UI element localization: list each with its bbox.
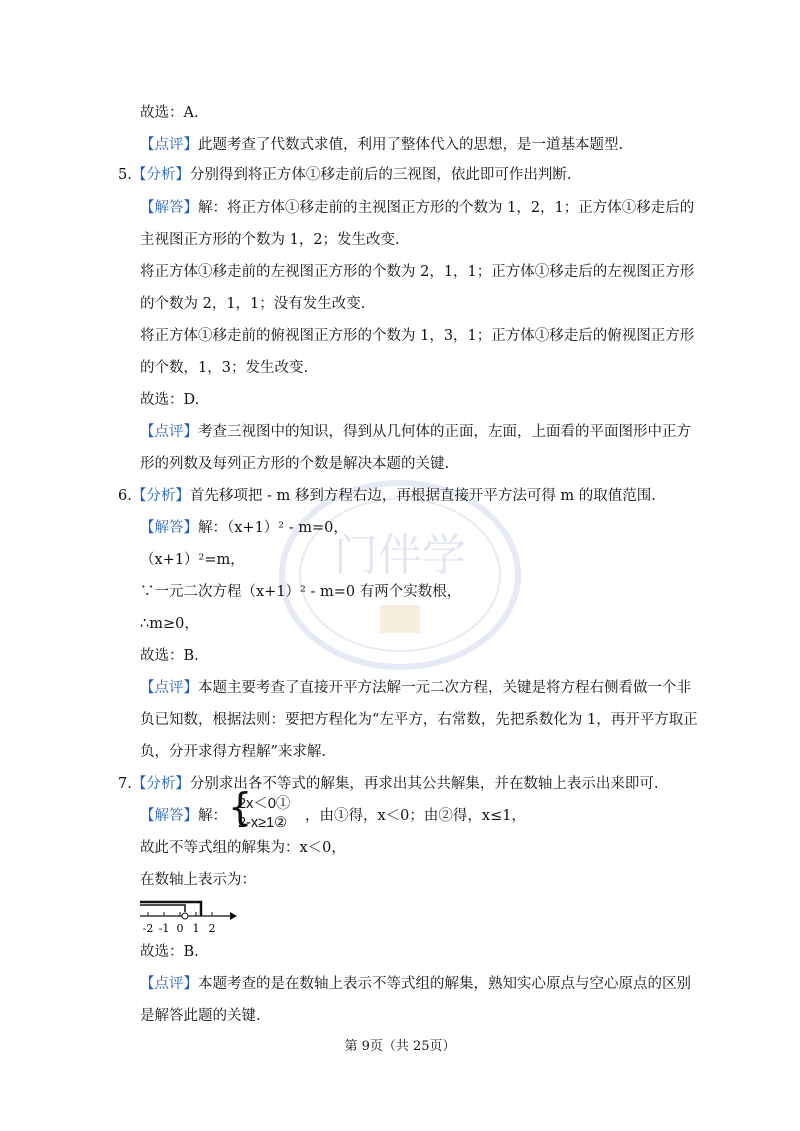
q7-line3: 在数轴上表示为： — [140, 872, 256, 888]
q6-line3: ∵一元二次方程（x+1）² - m=0 有两个实数根， — [140, 584, 462, 600]
q6-comment-line2: 负已知数，根据法则：要把方程化为“左平方，右常数，先把系数化为 1，再开平方取正 — [140, 712, 698, 728]
q5-analysis: 5.【分析】分别得到将正方体①移走前后的三视图，依此即可作出判断. — [118, 167, 572, 183]
q7-comment-line2: 是解答此题的关键. — [140, 1008, 261, 1024]
q5-line3: 将正方体①移走前的左视图正方形的个数为 2，1，1；正方体①移走后的左视图正方形 — [140, 264, 695, 280]
q5-line2: 主视图正方形的个数为 1，2；发生改变. — [140, 232, 400, 248]
q7-answer-prefix: 【解答】解： — [140, 808, 227, 824]
q7-line2: 故此不等式组的解集为：x＜0， — [140, 840, 346, 856]
tick-0: 0 — [176, 922, 184, 935]
q6-comment: 【点评】本题主要考查了直接开平方法解一元二次方程，关键是将方程右侧看做一个非 — [140, 680, 691, 696]
tick-2: 2 — [208, 922, 216, 935]
q5-line6: 的个数，1，3；发生改变. — [140, 360, 309, 376]
tick--2: -2 — [142, 922, 154, 935]
q6-line4: ∴m≥0， — [140, 616, 199, 632]
q5-line5: 将正方体①移走前的俯视图正方形的个数为 1，3，1；正方体①移走后的俯视图正方形 — [140, 328, 695, 344]
q5-answer: 【解答】解：将正方体①移走前的主视图正方形的个数为 1，2，1；正方体①移走后的 — [140, 200, 695, 216]
system-brace: { — [228, 785, 253, 829]
q4-choice: 故选：A. — [140, 105, 199, 121]
q6-answer: 【解答】解：（x+1）² - m=0， — [140, 520, 348, 536]
q6-choice: 故选：B. — [140, 648, 199, 664]
tick-1: 1 — [192, 922, 200, 935]
q7-comment: 【点评】本题考查的是在数轴上表示不等式组的解集，熟知实心原点与空心原点的区别 — [140, 976, 691, 992]
system-eq1: 2x＜0① — [238, 796, 291, 812]
q7-answer-suffix: ，由①得，x＜0；由②得，x≤1， — [305, 808, 526, 824]
q4-comment: 【点评】此题考查了代数式求值，利用了整体代入的思想，是一道基本题型. — [140, 137, 624, 153]
page-footer: 第 9页（共 25页） — [344, 1039, 456, 1054]
tick--1: -1 — [158, 922, 170, 935]
q5-comment: 【点评】考查三视图中的知识，得到从几何体的正面，左面，上面看的平面图形中正方 — [140, 424, 691, 440]
q6-comment-line3: 负，分开求得方程解”来求解. — [140, 744, 327, 760]
q6-analysis: 6.【分析】首先移项把 - m 移到方程右边，再根据直接开平方法可得 m 的取值范围. — [118, 488, 656, 504]
q5-line4: 的个数为 2，1，1；没有发生改变. — [140, 296, 366, 312]
q7-analysis: 7.【分析】分别求出各不等式的解集，再求出其公共解集，并在数轴上表示出来即可. — [118, 776, 659, 792]
svg-text:门伴学: 门伴学 — [334, 530, 466, 581]
system-eq2: 2-x≥1② — [238, 815, 288, 831]
tag-comment: 【点评】 — [140, 137, 198, 153]
number-line — [138, 895, 238, 937]
q7-choice: 故选：B. — [140, 944, 199, 960]
q5-comment-line2: 形的列数及每列正方形的个数是解决本题的关键. — [140, 456, 450, 472]
q6-line2: （x+1）²=m， — [140, 552, 245, 568]
q5-choice: 故选：D. — [140, 392, 200, 408]
